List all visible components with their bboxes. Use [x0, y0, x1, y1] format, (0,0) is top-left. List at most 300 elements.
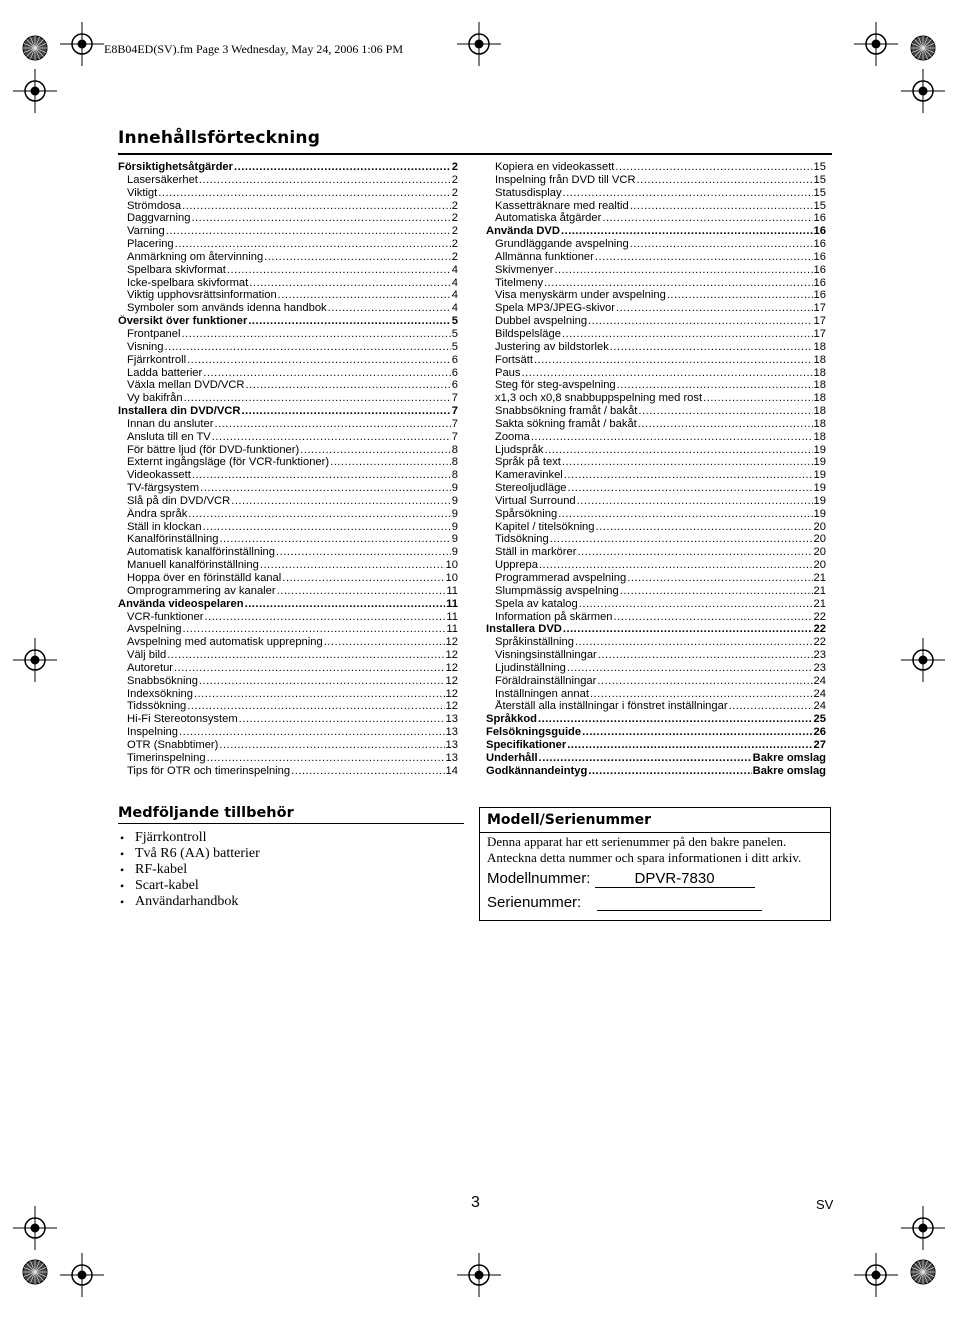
toc-entry-title: Specifikationer: [486, 738, 567, 751]
toc-entry: [118, 200, 458, 213]
toc-entry: [486, 533, 826, 546]
toc-entry-title: Översikt över funktioner: [118, 315, 248, 328]
model-number-value: DPVR-7830: [595, 870, 755, 888]
crosshair-mark-middle-right: [901, 638, 945, 682]
toc-entry: [118, 636, 458, 649]
toc-entry: [486, 675, 826, 688]
toc-entry-title: Sakta sökning framåt / bakåt: [495, 417, 637, 430]
toc-leader-dots: [588, 765, 751, 778]
toc-entry-title: Dubbel avspelning: [495, 315, 588, 328]
toc-leader-dots: [615, 161, 812, 174]
toc-entry-title: Hoppa över en förinställd kanal: [127, 572, 282, 584]
toc-entry-title: Återställ alla inställningar i fönstret inställningar: [495, 700, 728, 713]
toc-entry-title: Visning: [127, 340, 164, 353]
toc-leader-dots: [246, 379, 451, 392]
toc-leader-dots: [567, 662, 813, 675]
toc-leader-dots: [158, 187, 451, 200]
toc-leader-dots: [192, 469, 451, 482]
toc-entry-title: Installera DVD: [486, 623, 562, 636]
toc-entry-page: 23: [813, 661, 826, 674]
toc-entry-title: Visningsinställningar: [495, 649, 597, 662]
toc-leader-dots: [282, 572, 444, 585]
toc-leader-dots: [241, 405, 450, 418]
toc-entry-title: Språk på text: [495, 456, 561, 469]
toc-leader-dots: [627, 572, 812, 585]
toc-leader-dots: [187, 354, 451, 367]
toc-entry: [486, 508, 826, 521]
toc-entry-title: Zooma: [495, 430, 530, 443]
toc-entry: [118, 367, 458, 380]
model-box-heading: Modell/Serienummer: [487, 812, 652, 828]
toc-leader-dots: [214, 418, 450, 431]
page-number: 3: [471, 1194, 480, 1211]
toc-entry-title: Externt ingångsläge (för VCR-funktioner): [127, 456, 330, 469]
toc-entry: [486, 688, 826, 701]
model-box-divider: [480, 832, 830, 833]
toc-entry: [118, 533, 458, 546]
toc-entry-title: Automatiska åtgärder: [495, 212, 602, 225]
toc-entry-page: 16: [813, 250, 826, 263]
toc-leader-dots: [182, 328, 451, 341]
toc-entry-title: x1,3 och x0,8 snabbuppspelning med rost: [495, 392, 703, 405]
toc-leader-dots: [166, 225, 451, 238]
bullet-icon: •: [120, 831, 125, 845]
toc-leader-dots: [554, 264, 812, 277]
toc-entry-page: 13: [445, 713, 458, 726]
toc-entry-page: Bakre omslag: [752, 764, 826, 777]
toc-entry: [118, 302, 458, 315]
toc-leader-dots: [564, 469, 813, 482]
toc-leader-dots: [264, 251, 451, 264]
toc-entry-title: Visa menyskärm under avspelning: [495, 289, 666, 302]
file-info-header: E8B04ED(SV).fm Page 3 Wednesday, May 24, 2006 1:06 PM: [104, 42, 404, 56]
toc-entry: [486, 623, 826, 636]
toc-entry: [486, 405, 826, 418]
toc-entry-page: 14: [445, 764, 458, 777]
toc-entry: [486, 559, 826, 572]
toc-entry-page: 7: [451, 430, 458, 443]
toc-entry-page: 13: [445, 738, 458, 751]
toc-leader-dots: [610, 341, 813, 354]
toc-leader-dots: [167, 649, 444, 662]
toc-entry: [486, 277, 826, 290]
toc-leader-dots: [616, 302, 813, 315]
toc-entry-page: 19: [813, 443, 826, 456]
title-divider: [118, 153, 832, 155]
toc-leader-dots: [207, 752, 445, 765]
page-title: Innehållsförteckning: [118, 128, 321, 148]
toc-entry: [118, 405, 458, 418]
toc-entry-title: Symboler som används idenna handbok: [127, 302, 327, 315]
toc-entry-title: Slå på din DVD/VCR: [127, 494, 231, 507]
toc-entry-title: Ljudinställning: [495, 661, 566, 674]
toc-entry-title: Placering: [127, 238, 174, 251]
crosshair-mark-top-left: [60, 22, 104, 66]
toc-entry-title: Manuell kanalförinställning: [127, 559, 259, 572]
toc-entry-page: 22: [813, 636, 826, 649]
starburst-mark-bottom-right: [911, 1260, 935, 1284]
toc-leader-dots: [203, 521, 451, 534]
toc-entry-page: 2: [451, 199, 458, 212]
toc-leader-dots: [184, 392, 451, 405]
toc-leader-dots: [577, 546, 812, 559]
toc-entry-page: 17: [813, 315, 826, 328]
toc-leader-dots: [182, 200, 451, 213]
toc-entry-title: Anmärkning om återvinning: [127, 250, 264, 263]
toc-entry: [118, 765, 458, 778]
toc-entry-title: Hi-Fi Stereotonsystem: [127, 713, 238, 726]
toc-entry-title: Steg för steg-avspelning: [495, 379, 616, 392]
toc-entry-title: Titelmeny: [495, 276, 544, 289]
toc-leader-dots: [278, 289, 451, 302]
toc-entry-title: Paus: [495, 366, 521, 379]
bullet-icon: •: [120, 895, 125, 909]
starburst-mark-top-right: [911, 36, 935, 60]
toc-entry-page: Bakre omslag: [752, 751, 826, 764]
toc-entry-page: 17: [813, 302, 826, 315]
toc-entry-page: 6: [451, 379, 458, 392]
toc-entry-page: 12: [445, 674, 458, 687]
serial-number-field: [597, 894, 762, 911]
toc-entry: [486, 367, 826, 380]
toc-entry-title: Virtual Surround: [495, 494, 576, 507]
toc-entry-title: Språkinställning: [495, 636, 574, 649]
toc-entry-page: 27: [813, 738, 826, 751]
toc-entry-title: Spårsökning: [495, 507, 558, 520]
toc-entry-title: Installera din DVD/VCR: [118, 405, 241, 418]
toc-entry: [118, 251, 458, 264]
toc-entry: [118, 225, 458, 238]
toc-entry-title: Snabbsökning framåt / bakåt: [495, 405, 638, 418]
toc-entry-title: Varning: [127, 225, 165, 238]
toc-entry: [118, 700, 458, 713]
accessory-label: Användarhandbok: [135, 894, 239, 909]
crosshair-mark-upper-right: [901, 69, 945, 113]
toc-entry-page: 2: [451, 212, 458, 225]
toc-entry-page: 18: [813, 430, 826, 443]
toc-entry: [486, 251, 826, 264]
toc-entry-title: Viktigt: [127, 186, 158, 199]
serial-number-row: [487, 894, 762, 911]
toc-entry-title: Ändra språk: [127, 507, 188, 520]
toc-leader-dots: [582, 726, 812, 739]
toc-leader-dots: [199, 675, 445, 688]
toc-entry: [118, 379, 458, 392]
toc-entry-page: 6: [451, 353, 458, 366]
toc-entry-page: 19: [813, 456, 826, 469]
toc-leader-dots: [239, 713, 445, 726]
toc-leader-dots: [276, 546, 451, 559]
toc-leader-dots: [598, 649, 813, 662]
toc-entry-page: 11: [446, 584, 458, 597]
toc-leader-dots: [577, 495, 813, 508]
toc-entry-page: 26: [813, 726, 826, 739]
toc-entry-page: 12: [445, 687, 458, 700]
toc-entry-title: Stereoljudläge: [495, 482, 567, 495]
toc-entry-page: 19: [813, 494, 826, 507]
toc-entry-title: Kanalförinställning: [127, 533, 219, 546]
toc-entry: [118, 559, 458, 572]
toc-entry-page: 15: [813, 199, 826, 212]
toc-leader-dots: [204, 611, 445, 624]
toc-leader-dots: [522, 367, 813, 380]
toc-leader-dots: [550, 533, 813, 546]
toc-entry: [118, 187, 458, 200]
toc-leader-dots: [597, 675, 812, 688]
toc-entry-page: 18: [813, 379, 826, 392]
crosshair-mark-upper-left: [13, 69, 57, 113]
toc-entry: [486, 662, 826, 675]
toc-entry-page: 20: [813, 546, 826, 559]
toc-entry-title: Inspelning från DVD till VCR: [495, 173, 636, 186]
toc-right-column: [486, 161, 826, 778]
model-number-row: [487, 870, 755, 888]
accessory-item: [118, 894, 260, 910]
toc-entry: [118, 546, 458, 559]
toc-entry: [486, 765, 826, 778]
toc-entry-title: Ställ in markörer: [495, 546, 577, 559]
toc-entry: [118, 739, 458, 752]
toc-leader-dots: [328, 302, 451, 315]
toc-entry-page: 24: [813, 674, 826, 687]
toc-leader-dots: [630, 238, 813, 251]
toc-leader-dots: [617, 379, 813, 392]
toc-entry: [486, 354, 826, 367]
toc-entry-title: Föräldrainställningar: [495, 674, 597, 687]
toc-entry-title: Lasersäkerhet: [127, 173, 198, 186]
toc-leader-dots: [534, 354, 813, 367]
accessory-item: [118, 830, 260, 846]
toc-leader-dots: [174, 662, 445, 675]
toc-entry: [486, 713, 826, 726]
toc-leader-dots: [291, 765, 444, 778]
toc-leader-dots: [183, 623, 446, 636]
toc-entry-title: Autoretur: [127, 661, 174, 674]
toc-leader-dots: [562, 328, 813, 341]
accessory-label: Två R6 (AA) batterier: [135, 846, 260, 861]
toc-leader-dots: [330, 456, 451, 469]
toc-entry-page: 15: [813, 173, 826, 186]
toc-entry-page: 7: [451, 417, 458, 430]
toc-entry-page: 9: [451, 520, 458, 533]
toc-entry: [118, 456, 458, 469]
toc-entry-page: 18: [813, 340, 826, 353]
toc-entry-page: 22: [813, 623, 826, 636]
toc-entry-page: 20: [813, 533, 826, 546]
toc-leader-dots: [200, 482, 451, 495]
toc-entry: [118, 495, 458, 508]
toc-leader-dots: [531, 431, 813, 444]
toc-entry-page: 4: [451, 276, 458, 289]
toc-entry: [118, 354, 458, 367]
accessories-list: [118, 830, 260, 910]
toc-leader-dots: [579, 598, 813, 611]
toc-entry: [486, 700, 826, 713]
toc-entry-page: 7: [451, 405, 458, 418]
toc-entry-page: 12: [445, 700, 458, 713]
toc-entry-page: 5: [451, 340, 458, 353]
toc-leader-dots: [637, 174, 813, 187]
toc-entry-title: Godkännandeintyg: [486, 764, 588, 777]
toc-entry: [118, 469, 458, 482]
toc-left-column: [118, 161, 458, 778]
toc-entry: [486, 302, 826, 315]
toc-entry-page: 18: [813, 392, 826, 405]
toc-entry: [118, 431, 458, 444]
toc-entry-title: Avspelning: [127, 623, 182, 636]
toc-entry: [118, 444, 458, 457]
toc-entry: [486, 752, 826, 765]
toc-entry-title: Omprogrammering av kanaler: [127, 584, 276, 597]
toc-leader-dots: [545, 444, 813, 457]
toc-leader-dots: [575, 636, 813, 649]
crosshair-mark-bottom-right: [854, 1253, 898, 1297]
toc-entry: [118, 392, 458, 405]
toc-entry-page: 8: [451, 469, 458, 482]
model-number-label: Modellnummer:: [487, 870, 591, 887]
toc-entry-page: 17: [813, 327, 826, 340]
toc-entry-title: Grundläggande avspelning: [495, 238, 629, 251]
toc-entry: [486, 572, 826, 585]
toc-leader-dots: [324, 636, 445, 649]
toc-entry: [118, 662, 458, 675]
toc-entry-title: Välj bild: [127, 649, 167, 662]
toc-entry-page: 18: [813, 353, 826, 366]
toc-entry-title: Kassetträknare med realtid: [495, 199, 629, 212]
toc-entry: [486, 726, 826, 739]
toc-entry: [486, 636, 826, 649]
toc-entry-page: 21: [813, 597, 826, 610]
toc-leader-dots: [563, 187, 813, 200]
toc-leader-dots: [179, 726, 445, 739]
toc-leader-dots: [561, 225, 813, 238]
toc-leader-dots: [188, 508, 450, 521]
language-code: SV: [816, 1197, 834, 1212]
toc-entry-page: 20: [813, 559, 826, 572]
toc-entry-page: 2: [451, 186, 458, 199]
toc-entry-page: 24: [813, 700, 826, 713]
toc-entry-page: 18: [813, 417, 826, 430]
toc-entry-title: Spelbara skivformat: [127, 263, 226, 276]
toc-entry-title: Videokassett: [127, 469, 191, 482]
toc-entry: [118, 752, 458, 765]
crosshair-mark-lower-left: [13, 1206, 57, 1250]
toc-entry-title: VCR-funktioner: [127, 610, 204, 623]
toc-entry: [486, 238, 826, 251]
toc-entry-title: Använda videospelaren: [118, 597, 244, 610]
toc-entry-page: 2: [451, 238, 458, 251]
toc-entry: [118, 713, 458, 726]
toc-entry: [486, 264, 826, 277]
toc-entry-title: Ljudspråk: [495, 443, 544, 456]
toc-entry: [118, 521, 458, 534]
toc-entry: [486, 225, 826, 238]
crosshair-mark-bottom-left: [60, 1253, 104, 1297]
toc-entry: [486, 495, 826, 508]
crosshair-mark-bottom-center: [457, 1253, 501, 1297]
toc-entry-page: 9: [451, 507, 458, 520]
toc-entry-page: 24: [813, 687, 826, 700]
bullet-icon: •: [120, 879, 125, 893]
toc-entry: [118, 508, 458, 521]
toc-leader-dots: [187, 700, 444, 713]
toc-entry-title: OTR (Snabbtimer): [127, 738, 219, 751]
toc-entry-page: 6: [451, 366, 458, 379]
toc-entry-page: 19: [813, 469, 826, 482]
toc-leader-dots: [638, 418, 813, 431]
starburst-mark-bottom-left: [23, 1260, 47, 1284]
accessories-divider: [118, 823, 464, 824]
toc-leader-dots: [620, 585, 813, 598]
toc-entry-page: 20: [813, 520, 826, 533]
toc-leader-dots: [539, 752, 752, 765]
toc-entry-page: 2: [451, 225, 458, 238]
toc-leader-dots: [630, 200, 813, 213]
toc-entry: [118, 289, 458, 302]
toc-entry-page: 9: [451, 533, 458, 546]
toc-entry-title: Strömdosa: [127, 199, 182, 212]
toc-entry-title: Skivmenyer: [495, 263, 554, 276]
toc-entry: [486, 611, 826, 624]
toc-entry-title: Inspelning: [127, 726, 179, 739]
toc-leader-dots: [614, 611, 813, 624]
toc-leader-dots: [219, 739, 444, 752]
toc-entry-page: 16: [813, 238, 826, 251]
toc-entry-page: 16: [813, 212, 826, 225]
toc-entry-page: 9: [451, 546, 458, 559]
toc-leader-dots: [249, 277, 451, 290]
toc-entry-page: 16: [813, 289, 826, 302]
toc-entry-title: Försiktighetsåtgärder: [118, 161, 234, 173]
toc-leader-dots: [595, 251, 813, 264]
toc-entry-page: 2: [451, 250, 458, 263]
toc-leader-dots: [219, 533, 450, 546]
model-serial-box: [479, 807, 831, 921]
toc-entry-title: Upprepa: [495, 559, 538, 572]
toc-leader-dots: [248, 315, 450, 328]
toc-entry-title: Avspelning med automatisk upprepning: [127, 636, 323, 649]
toc-entry-title: Felsökningsguide: [486, 726, 582, 739]
toc-entry-title: Underhåll: [486, 751, 538, 764]
crosshair-mark-top-center: [457, 22, 501, 66]
accessories-heading: Medföljande tillbehör: [118, 805, 294, 821]
toc-entry-title: Fjärrkontroll: [127, 353, 187, 366]
toc-entry-title: Viktig upphovsrättsinformation: [127, 289, 277, 302]
toc-entry: [486, 187, 826, 200]
toc-entry-title: Information på skärmen: [495, 610, 613, 623]
toc-entry-page: 16: [813, 276, 826, 289]
toc-entry: [486, 482, 826, 495]
toc-entry-title: Timerinspelning: [127, 751, 206, 764]
toc-entry: [486, 289, 826, 302]
toc-entry-title: Slumpmässig avspelning: [495, 584, 619, 597]
toc-entry-page: 4: [451, 302, 458, 315]
toc-entry-title: Programmerad avspelning: [495, 572, 627, 584]
toc-entry-title: Innan du ansluter: [127, 417, 214, 430]
toc-entry: [486, 200, 826, 213]
toc-entry-title: Frontpanel: [127, 327, 181, 340]
toc-entry: [118, 585, 458, 598]
toc-entry-title: Spela av katalog: [495, 597, 578, 610]
toc-entry-title: Automatisk kanalförinställning: [127, 546, 275, 559]
toc-entry-page: 8: [451, 456, 458, 469]
toc-leader-dots: [277, 585, 446, 598]
bullet-icon: •: [120, 863, 125, 877]
toc-leader-dots: [588, 315, 812, 328]
toc-entry-title: Ladda batterier: [127, 366, 203, 379]
toc-entry-page: 12: [445, 636, 458, 649]
toc-entry-page: 2: [451, 173, 458, 186]
